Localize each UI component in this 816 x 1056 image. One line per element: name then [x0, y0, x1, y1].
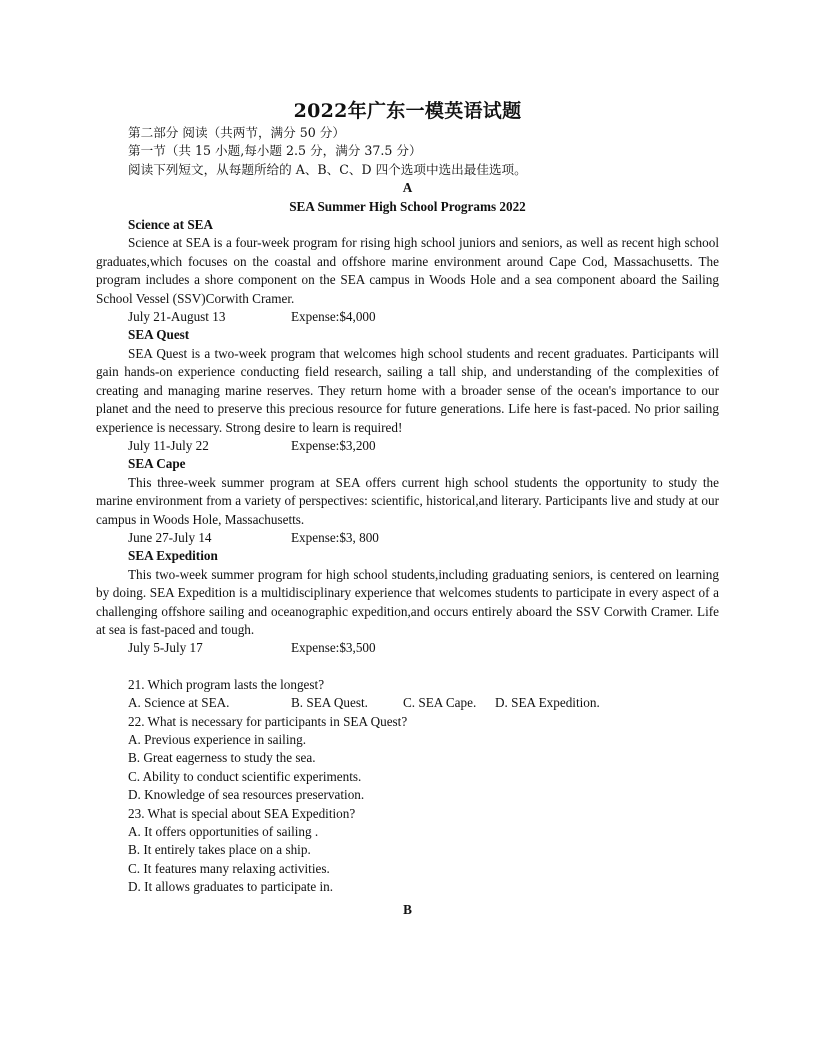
option-b: B. It entirely takes place on a ship. — [128, 842, 311, 858]
program-title: SEA Quest — [128, 327, 190, 343]
program-dates: June 27-July 14 — [128, 529, 212, 545]
program-expense: Expense:$3, 800 — [291, 529, 379, 545]
program-title: SEA Cape — [128, 456, 186, 472]
program-dates: July 21-August 13 — [128, 309, 226, 325]
passage-letter: A — [402, 180, 413, 196]
option-b: B. SEA Quest. — [291, 695, 368, 711]
program-description: Science at SEA is a four-week program for rising high school juniors and seniors, as well as recent high school graduates,which focuses on the coastal and offshore marine environment around Cape Cod, Massachusetts. The program includes a shore component on the SEA campus in Woods Hole and a sea component aboard the Sailing School Vessel (SSV)Corwith Cramer. — [96, 235, 719, 306]
program-meta — [96, 308, 719, 326]
option-d: D. SEA Expedition. — [495, 695, 600, 711]
program-dates: July 11-July 22 — [128, 437, 209, 453]
program-title: Science at SEA — [128, 217, 213, 233]
question-options-row — [96, 694, 719, 712]
question-stem: 21. Which program lasts the longest? — [128, 676, 325, 692]
program-expense: Expense:$3,500 — [291, 640, 376, 656]
option-c: C. Ability to conduct scientific experiments. — [128, 768, 362, 784]
program-expense: Expense:$4,000 — [291, 309, 376, 325]
program-meta — [96, 437, 719, 455]
exam-content — [96, 98, 719, 919]
option-b: B. Great eagerness to study the sea. — [128, 750, 316, 766]
instructions: 阅读下列短文，从每题所给的 A、B、C、D 四个选项中选出最佳选项。 — [128, 161, 527, 177]
program-description: This three-week summer program at SEA offers current high school students the opportunity to study the marine environment from a variety of perspectives: scientific, historical,and literary. Participants live and study at our campus in Woods Hole, Massachusetts. — [96, 474, 719, 527]
option-a: A. Science at SEA. — [128, 695, 230, 711]
program-dates: July 5-July 17 — [128, 640, 203, 656]
program-title: SEA Expedition — [128, 548, 218, 564]
spacer — [96, 658, 719, 676]
option-c: C. It features many relaxing activities. — [128, 860, 330, 876]
program-meta — [96, 639, 719, 657]
part-heading: 第二部分 阅读（共两节，满分 50 分） — [128, 125, 345, 140]
program-meta — [96, 529, 719, 547]
option-d: D. It allows graduates to participate in. — [128, 879, 334, 895]
option-d: D. Knowledge of sea resources preservation. — [128, 787, 365, 803]
exam-title: 2022年广东一模英语试题 — [293, 100, 522, 122]
program-expense: Expense:$3,200 — [291, 437, 376, 453]
section-heading: 第一节（共 15 小题,每小题 2.5 分，满分 37.5 分） — [128, 143, 422, 159]
option-c: C. SEA Cape. — [403, 695, 477, 711]
passage-title: SEA Summer High School Programs 2022 — [289, 198, 526, 214]
option-a: A. Previous experience in sailing. — [128, 732, 306, 747]
question-stem: 23. What is special about SEA Expedition? — [128, 805, 356, 821]
question-stem: 22. What is necessary for participants in SEA Quest? — [128, 713, 408, 729]
program-description: SEA Quest is a two-week program that welcomes high school students and recent graduates. Participants will gain hands-on experience conducting field research, sailing a tall ship, and understanding of the complexities of creating and managing marine reserves. They return home with a broader sense of the ocean's importance to our planet and the need to preserve this precious resource for future generations. Life here is fast-paced. No prior sailing experience is necessary. Strong desire to learn is required! — [96, 345, 719, 435]
option-a: A. It offers opportunities of sailing . — [128, 824, 319, 840]
next-passage-letter: B — [403, 901, 412, 917]
program-description: This two-week summer program for high school students,including graduating seniors, is centered on learning by doing. SEA Expedition is a multidisciplinary experience that welcomes students to participate in every aspect of a challenging offshore sailing and oceanographic expedition,and occurs entirely aboard the SSV Corwith Cramer. Life at sea is fast-paced and tough. — [96, 566, 719, 637]
